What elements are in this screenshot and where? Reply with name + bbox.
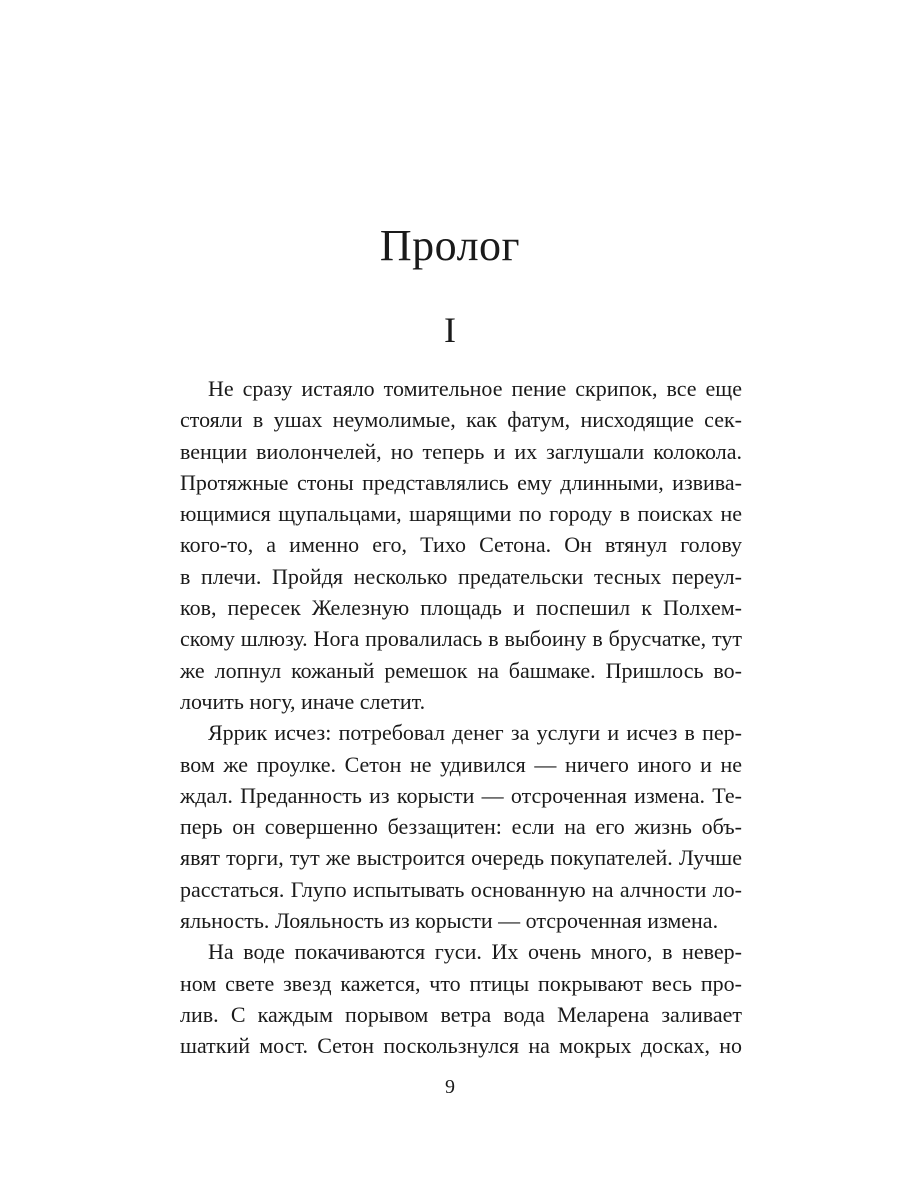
paragraph <box>152 717 742 936</box>
text-line: расстаться. Глупо испытывать основанную на алчности ло- <box>180 876 742 902</box>
text-line: Не сразу истаяло томительное пение скрипок, все еще <box>208 376 742 401</box>
paragraph <box>152 373 742 717</box>
body-text <box>152 373 742 1062</box>
page-number: 9 <box>445 1076 455 1098</box>
text-line: Яррик исчез: потребовал денег за услуги и исчез в пер- <box>208 720 742 746</box>
text-line: перь он совершенно беззащитен: если на его жизнь объ- <box>180 814 742 840</box>
text-line: венции виолончелей, но теперь и их заглушали колокола. <box>180 438 742 464</box>
text-line: шаткий мост. Сетон поскользнулся на мокрых досках, но <box>180 1033 742 1059</box>
text-line: стояли в ушах неумолимые, как фатум, нисходящие сек- <box>180 407 742 433</box>
text-line: яльность. Лояльность из корысти — отсроченная измена. <box>180 908 719 934</box>
text-line: вом же проулке. Сетон не удивился — ничего иного и не <box>180 751 742 777</box>
text-line: скому шлюзу. Нога провалилась в выбоину в брусчатке, тут <box>180 626 742 652</box>
text-line: ющимися щупальцами, шарящими по городу в поисках не <box>180 501 742 527</box>
text-line: На воде покачиваются гуси. Их очень много, в невер- <box>208 939 742 965</box>
section-number: I <box>444 310 456 350</box>
text-line: же лопнул кожаный ремешок на башмаке. Пришлось во- <box>180 657 742 683</box>
paragraph <box>152 936 742 1061</box>
text-line: в плечи. Пройдя несколько предательски тесных переул- <box>180 563 742 589</box>
text-line: явят торги, тут же выстроится очередь покупателей. Лучше <box>180 845 742 871</box>
text-line: ном свете звезд кажется, что птицы покрывают весь про- <box>180 970 742 996</box>
chapter-title: Пролог <box>379 221 521 270</box>
text-line: Протяжные стоны представлялись ему длинными, извива- <box>180 469 742 495</box>
text-line: ков, пересек Железную площадь и поспешил к Полхем- <box>180 595 742 621</box>
text-line: лочить ногу, иначе слетит. <box>180 688 426 714</box>
text-line: кого-то, а именно его, Тихо Сетона. Он втянул голову <box>180 532 742 558</box>
text-line: ждал. Преданность из корысти — отсроченная измена. Те- <box>180 782 742 808</box>
text-line: лив. С каждым порывом ветра вода Меларена заливает <box>180 1001 742 1027</box>
